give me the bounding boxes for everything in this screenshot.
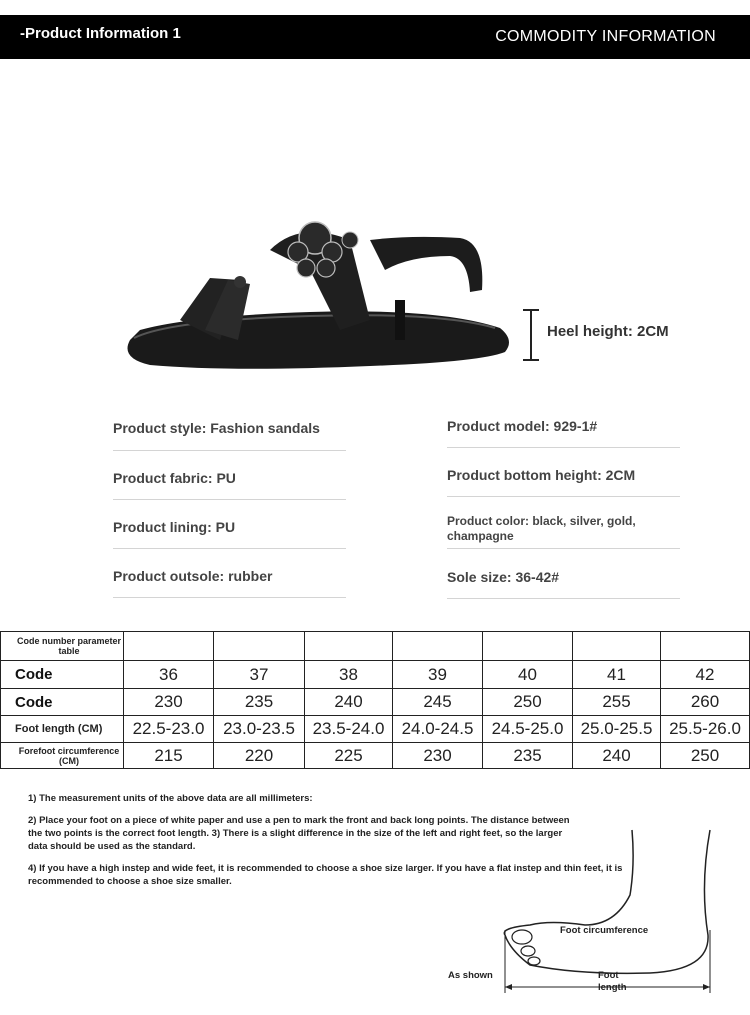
- table-cell: 250: [483, 689, 573, 716]
- table-cell: 250: [661, 743, 750, 769]
- table-cell: 255: [573, 689, 661, 716]
- as-shown-label: As shown: [448, 970, 493, 981]
- spec-model: Product model: 929-1#: [447, 418, 598, 434]
- heel-height-marker: [523, 309, 539, 361]
- table-cell: [305, 632, 393, 661]
- table-cell: 23.0-23.5: [214, 716, 305, 743]
- table-cell: 235: [214, 689, 305, 716]
- spec-sole-size: Sole size: 36-42#: [447, 569, 560, 585]
- table-cell: [214, 632, 305, 661]
- header-bar: [0, 15, 750, 59]
- table-cell: 25.0-25.5: [573, 716, 661, 743]
- row-label: Code: [1, 689, 124, 716]
- row-label: Foot length (CM): [1, 716, 124, 743]
- table-cell: 25.5-26.0: [661, 716, 750, 743]
- sandal-product-image: [110, 180, 520, 380]
- spec-style: Product style: Fashion sandals: [113, 420, 320, 436]
- spec-bottom-height: Product bottom height: 2CM: [447, 467, 636, 483]
- note-1: 1) The measurement units of the above data are all millimeters:: [28, 793, 313, 804]
- table-cell: 22.5-23.0: [124, 716, 214, 743]
- row-label: Forefoot circumference (CM): [1, 743, 124, 769]
- table-cell: 230: [124, 689, 214, 716]
- table-cell: [483, 632, 573, 661]
- table-cell: 23.5-24.0: [305, 716, 393, 743]
- table-cell: 24.0-24.5: [393, 716, 483, 743]
- size-table: [0, 631, 750, 769]
- foot-circumference-label: Foot circumference: [560, 925, 649, 936]
- row-label: Code: [1, 661, 124, 689]
- spec-fabric: Product fabric: PU: [113, 470, 236, 486]
- table-cell: 240: [573, 743, 661, 769]
- table-cell: 235: [483, 743, 573, 769]
- spec-color: Product color: black, silver, gold, champagne: [447, 514, 636, 543]
- note-3: 4) If you have a high instep and wide feet, it is recommended to choose a shoe size larger. If you have a flat instep and thin feet, it is recommended to choose a shoe size smaller.: [28, 863, 623, 887]
- spec-outsole: Product outsole: rubber: [113, 568, 273, 584]
- spec-lining: Product lining: PU: [113, 519, 236, 535]
- table-cell: 38: [305, 661, 393, 689]
- table-cell: 39: [393, 661, 483, 689]
- foot-diagram: [440, 825, 740, 1010]
- heel-height-label: Heel height: 2CM: [547, 323, 669, 340]
- table-cell: [124, 632, 214, 661]
- table-cell: [393, 632, 483, 661]
- table-cell: [661, 632, 750, 661]
- table-cell: 215: [124, 743, 214, 769]
- note-2: 2) Place your foot on a piece of white paper and use a pen to mark the front and back long points. The distance between the two points is the correct foot length. 3) There is a slight difference in the size of the left and right feet, so the larger data should be used as the standard.: [28, 815, 570, 852]
- table-cell: 41: [573, 661, 661, 689]
- table-cell: 220: [214, 743, 305, 769]
- table-cell: 24.5-25.0: [483, 716, 573, 743]
- table-cell: [573, 632, 661, 661]
- table-cell: 245: [393, 689, 483, 716]
- foot-length-label: Foot length: [598, 970, 627, 993]
- table-cell: 40: [483, 661, 573, 689]
- table-cell: 36: [124, 661, 214, 689]
- header-subtitle: COMMODITY INFORMATION: [495, 28, 716, 45]
- table-cell: 37: [214, 661, 305, 689]
- table-cell: 225: [305, 743, 393, 769]
- header-title: -Product Information 1: [20, 25, 181, 42]
- table-cell: 260: [661, 689, 750, 716]
- row-label: Code number parameter table: [1, 632, 124, 661]
- table-cell: 42: [661, 661, 750, 689]
- table-cell: 240: [305, 689, 393, 716]
- table-cell: 230: [393, 743, 483, 769]
